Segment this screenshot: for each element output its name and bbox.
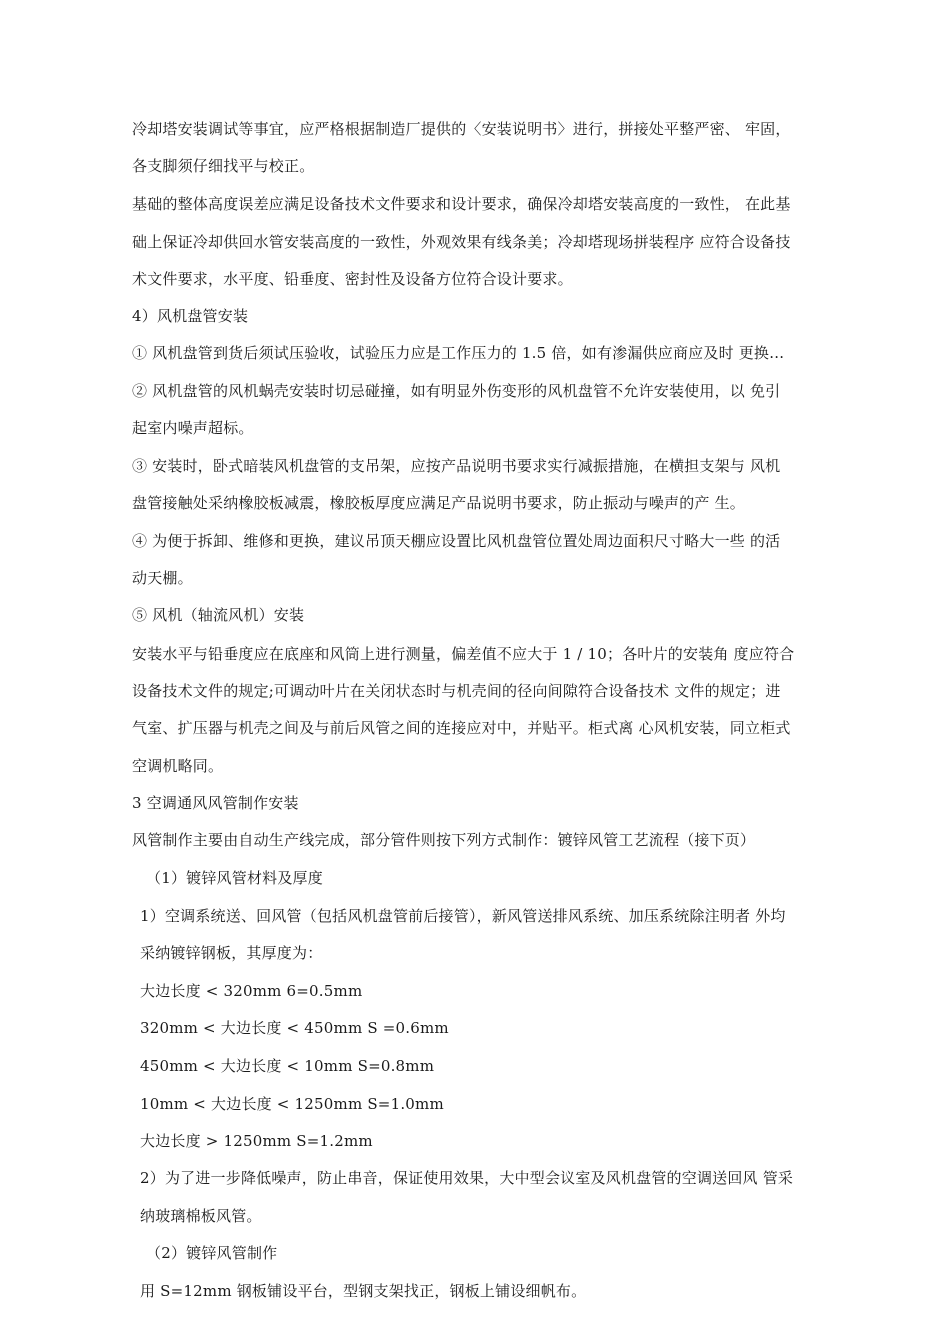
spec-line: 320mm < 大边长度 < 450mm S =0.6mm bbox=[140, 1019, 449, 1037]
section-heading: 4）风机盘管安装 bbox=[132, 307, 249, 325]
text-line: 采纳镀锌钢板，其厚度为： bbox=[140, 944, 323, 962]
list-item: 1）空调系统送、回风管（包括风机盘管前后接管），新风管送排风系统、加压系统除注明者 外均 bbox=[140, 907, 786, 925]
spec-line: 450mm < 大边长度 < 10mm S=0.8mm bbox=[140, 1057, 435, 1075]
section-heading: （2）镀锌风管制作 bbox=[146, 1244, 278, 1262]
text-line: 空调机略同。 bbox=[132, 757, 224, 775]
text-line: 起室内噪声超标。 bbox=[132, 419, 254, 437]
text-line: 气室、扩压器与机壳之间及与前后风管之间的连接应对中，并贴平。柜式离 心风机安装，同立柜式 bbox=[132, 719, 791, 737]
list-item: ① 风机盘管到货后须试压验收，试验压力应是工作压力的 1.5 倍，如有渗漏供应商应及时 更换… bbox=[132, 344, 785, 362]
list-item: ③ 安装时，卧式暗装风机盘管的支吊架，应按产品说明书要求实行减振措施，在横担支架与 风机 bbox=[132, 457, 781, 475]
section-heading: 3 空调通风风管制作安装 bbox=[132, 794, 299, 812]
section-heading: （1）镀锌风管材料及厚度 bbox=[146, 869, 323, 887]
text-line: 盘管接触处采纳橡胶板减震，橡胶板厚度应满足产品说明书要求，防止振动与噪声的产 生。 bbox=[132, 494, 745, 512]
text-line: 纳玻璃棉板风管。 bbox=[140, 1207, 262, 1225]
text-line: 术文件要求，水平度、铅垂度、密封性及设备方位符合设计要求。 bbox=[132, 270, 573, 288]
text-line: 风管制作主要由自动生产线完成，部分管件则按下列方式制作：镀锌风管工艺流程（接下页） bbox=[132, 831, 756, 849]
text-line: 设备技术文件的规定;可调动叶片在关闭状态时与机壳间的径向间隙符合设备技术 文件的规定；进 bbox=[132, 682, 781, 700]
text-line: 安装水平与铅垂度应在底座和风筒上进行测量，偏差值不应大于 1 / 10；各叶片的安装角 度应符合 bbox=[132, 645, 795, 663]
spec-line: 10mm < 大边长度 < 1250mm S=1.0mm bbox=[140, 1095, 444, 1113]
section-heading: ⑤ 风机（轴流风机）安装 bbox=[132, 606, 305, 624]
list-item: ② 风机盘管的风机蜗壳安装时切忌碰撞，如有明显外伤变形的风机盘管不允许安装使用，以 免引 bbox=[132, 382, 781, 400]
list-item: ④ 为便于拆卸、维修和更换，建议吊顶天棚应设置比风机盘管位置处周边面积尺寸略大一些 的活 bbox=[132, 532, 781, 550]
spec-line: 大边长度 < 320mm 6=0.5mm bbox=[140, 982, 363, 1000]
text-line: 动天棚。 bbox=[132, 569, 193, 587]
text-line: 各支脚须仔细找平与校正。 bbox=[132, 157, 315, 175]
text-line: 用 S=12mm 钢板铺设平台，型钢支架找正，钢板上铺设细帆布。 bbox=[140, 1282, 587, 1300]
text-line: 基础的整体高度误差应满足设备技术文件要求和设计要求，确保冷却塔安装高度的一致性， 在此基 bbox=[132, 195, 791, 213]
text-line: 冷却塔安装调试等事宜，应严格根据制造厂提供的〈安装说明书〉进行，拼接处平整严密、 牢固， bbox=[132, 120, 791, 138]
text-line: 础上保证冷却供回水管安装高度的一致性，外观效果有线条美；冷却塔现场拼装程序 应符合设备技 bbox=[132, 233, 791, 251]
list-item: 2）为了进一步降低噪声，防止串音，保证使用效果，大中型会议室及风机盘管的空调送回风 管采 bbox=[140, 1169, 794, 1187]
spec-line: 大边长度 > 1250mm S=1.2mm bbox=[140, 1132, 373, 1150]
